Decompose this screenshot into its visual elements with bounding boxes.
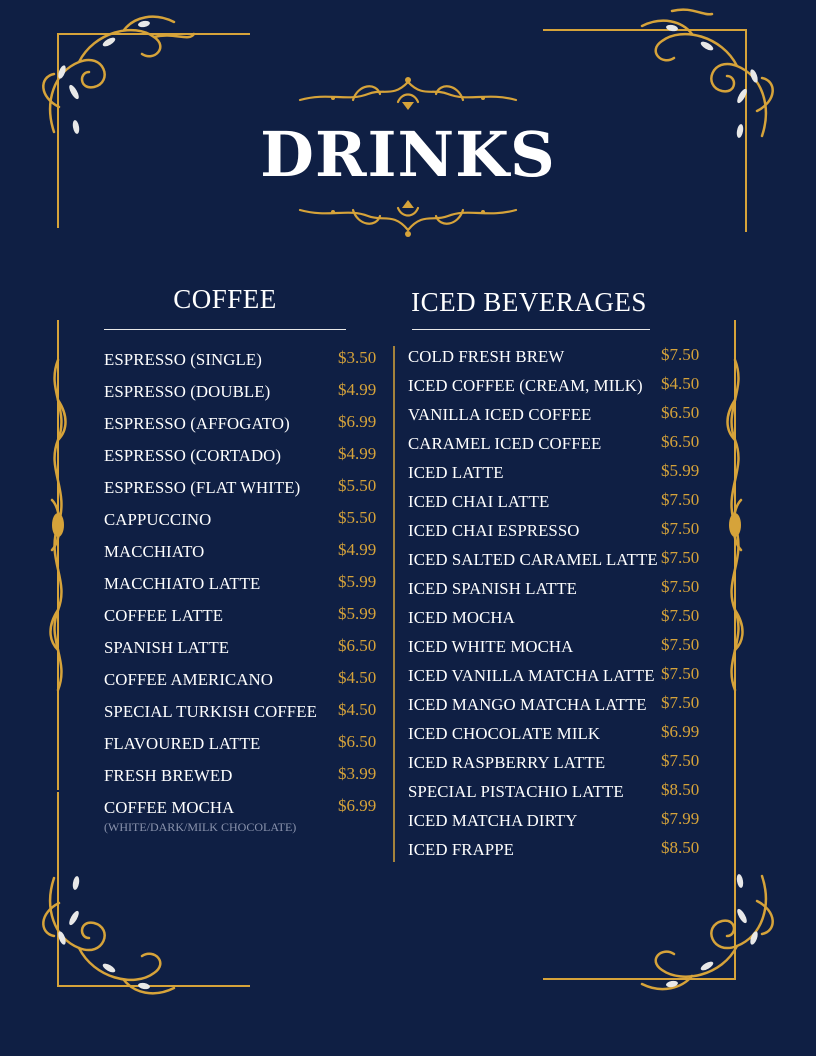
menu-item-name: COFFEE LATTE <box>104 606 224 625</box>
menu-item-name: ICED SALTED CARAMEL LATTE <box>408 550 658 569</box>
menu-item-price: $5.99 <box>338 572 377 591</box>
menu-item-price: $7.50 <box>661 490 700 509</box>
coffee-heading-rule <box>104 329 346 330</box>
menu-item-name: ESPRESSO (DOUBLE) <box>104 382 271 401</box>
menu-item-price: $5.99 <box>661 461 700 480</box>
floral-scroll-bottom-left-icon <box>34 868 204 1008</box>
menu-item-name: ICED RASPBERRY LATTE <box>408 753 606 772</box>
menu-item-name: CAPPUCCINO <box>104 510 212 529</box>
menu-item-name: ESPRESSO (SINGLE) <box>104 350 262 369</box>
menu-item-price: $4.99 <box>338 540 377 559</box>
title-flourish-top-icon <box>298 72 518 112</box>
menu-item-name: FRESH BREWED <box>104 766 233 785</box>
menu-item-price: $6.99 <box>338 796 377 815</box>
menu-item-name: COFFEE MOCHA <box>104 798 235 817</box>
floral-scroll-bottom-right-icon <box>612 866 782 1006</box>
menu-item-name: SPECIAL TURKISH COFFEE <box>104 702 317 721</box>
menu-item-name: ICED LATTE <box>408 463 504 482</box>
menu-item-name: ICED CHOCOLATE MILK <box>408 724 601 743</box>
menu-item-name: MACCHIATO LATTE <box>104 574 261 593</box>
menu-item-name: ICED FRAPPE <box>408 840 515 859</box>
menu-item-price: $7.50 <box>661 577 700 596</box>
menu-item-name: ICED CHAI LATTE <box>408 492 550 511</box>
menu-item-price: $7.50 <box>661 635 700 654</box>
menu-item-price: $4.50 <box>338 700 377 719</box>
menu-item-price: $7.50 <box>661 548 700 567</box>
menu-item-name: ICED VANILLA MATCHA LATTE <box>408 666 655 685</box>
menu-item-price: $4.99 <box>338 380 377 399</box>
menu-item-price: $6.50 <box>338 636 377 655</box>
menu-item-price: $5.50 <box>338 508 377 527</box>
menu-item-price: $6.50 <box>661 403 700 422</box>
menu-item-name: FLAVOURED LATTE <box>104 734 261 753</box>
menu-item-price: $7.50 <box>661 519 700 538</box>
menu-item-price: $7.50 <box>661 606 700 625</box>
menu-item-price: $3.50 <box>338 348 377 367</box>
menu-item-name: ESPRESSO (CORTADO) <box>104 446 282 465</box>
menu-item-name: SPANISH LATTE <box>104 638 230 657</box>
menu-item-name: ESPRESSO (FLAT WHITE) <box>104 478 301 497</box>
menu-item-name: CARAMEL ICED COFFEE <box>408 434 602 453</box>
menu-item-name: ESPRESSO (AFFOGATO) <box>104 414 290 433</box>
menu-item-price: $7.50 <box>661 751 700 770</box>
side-scroll-right-icon <box>721 360 751 690</box>
menu-item-price: $3.99 <box>338 764 377 783</box>
menu-item-name: ICED MANGO MATCHA LATTE <box>408 695 647 714</box>
menu-item-price: $6.50 <box>661 432 700 451</box>
menu-title: DRINKS <box>260 118 556 191</box>
menu-item-name: COFFEE AMERICANO <box>104 670 273 689</box>
coffee-list <box>104 350 384 850</box>
menu-item-price: $7.50 <box>661 664 700 683</box>
menu-item-price: $6.50 <box>338 732 377 751</box>
side-scroll-left-icon <box>44 360 74 690</box>
menu-item-price: $4.50 <box>338 668 377 687</box>
iced-heading: ICED BEVERAGES <box>411 287 647 317</box>
menu-item-name: MACCHIATO <box>104 542 205 561</box>
menu-item-name: ICED WHITE MOCHA <box>408 637 574 656</box>
iced-heading-rule <box>412 329 650 330</box>
menu-item-price: $7.99 <box>661 809 700 828</box>
menu-item-name: ICED COFFEE (CREAM, MILK) <box>408 376 643 395</box>
menu-item-price: $4.50 <box>661 374 700 393</box>
menu-item-price: $5.50 <box>338 476 377 495</box>
menu-item-name: ICED CHAI ESPRESSO <box>408 521 580 540</box>
menu-item-price: $6.99 <box>338 412 377 431</box>
menu-item-name: COLD FRESH BREW <box>408 347 565 366</box>
menu-item-name: SPECIAL PISTACHIO LATTE <box>408 782 624 801</box>
menu-item-price: $7.50 <box>661 345 700 364</box>
menu-item-price: $8.50 <box>661 838 700 857</box>
menu-item-price: $6.99 <box>661 722 700 741</box>
menu-item-price: $5.99 <box>338 604 377 623</box>
menu-item-name: ICED SPANISH LATTE <box>408 579 578 598</box>
menu-item-price: $7.50 <box>661 693 700 712</box>
menu-item-name: ICED MOCHA <box>408 608 515 627</box>
menu-item-name: VANILLA ICED COFFEE <box>408 405 592 424</box>
title-flourish-bottom-icon <box>298 196 518 240</box>
menu-item-name: ICED MATCHA DIRTY <box>408 811 578 830</box>
coffee-heading: COFFEE <box>173 284 277 314</box>
menu-item-note: (WHITE/DARK/MILK CHOCOLATE) <box>104 820 297 834</box>
iced-beverages-list <box>408 347 708 867</box>
menu-item-price: $8.50 <box>661 780 700 799</box>
menu-item-price: $4.99 <box>338 444 377 463</box>
